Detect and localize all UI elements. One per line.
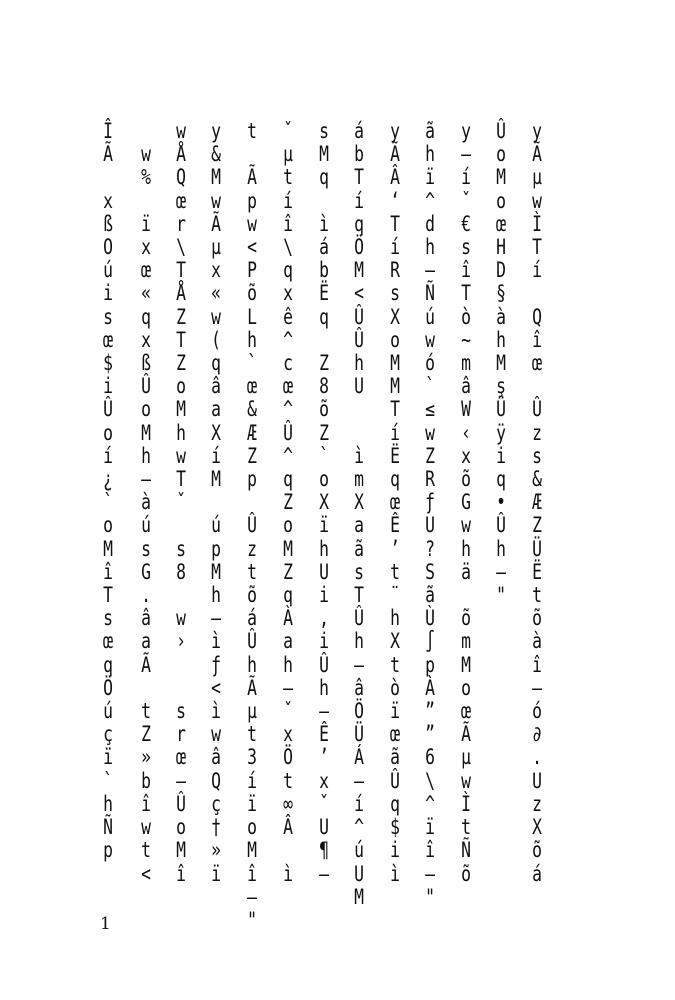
text-column-3: w Å Q œ r \ T Å Z T Z o M h w T ˇ s 8 w › s r œ – Û o M î — [176, 119, 186, 886]
text-column-11: y – í ˇ € s î T ò ~ m â W ‹ x õ G w h ä õ m M o œ Ã µ w Ì t Ñ õ — [461, 119, 471, 886]
text-column-1: Î Ã x ß O ú i s œ $ i Û o í ¿ ` o M î T s œ q Ö ú ç ï ` h Ñ p — [103, 119, 113, 863]
text-column-5: t Ã p w < P õ L h ` œ & Æ Z p Û z t õ á Û h Ã µ t 3 í ï o M î – " — [247, 119, 257, 932]
text-column-9: y Ã Â ‘ T í R s X o M M T í Ë q œ Ê ’ t ¨ h X t ò ï œ ã Û q $ i ì — [390, 119, 400, 886]
text-column-2: w % ï x œ « q x ß Û o M h – à ú s G . â a Ã t Z » b î w t < — [141, 142, 151, 886]
text-column-8: á b T í q Ö M < Û Û h U ì m X a ã s T Û h – â Ö Ü Á – í ^ ú U M — [354, 119, 364, 909]
text-column-4: y & M w Ã µ x « w ( q â a X í M ú p M h – ì ƒ < ì w â Q ç † » ï — [211, 119, 221, 886]
page-number: 1 — [100, 914, 111, 934]
text-column-7: s M q ì á b Ë q Z 8 õ Z ` o X ï h U i , i Û h – Ê ’ x ˇ U ¶ — — [319, 119, 329, 886]
text-column-6: ˇ µ t í î \ q x ê ^ c œ ^ Û ^ q Z o M Z q À a h – ˇ x Ö t ∞ Â ì — [283, 119, 293, 886]
text-column-13: y Ã µ w Ì T í Q î œ Û z s & Æ Z Ü Ë t õ à î – ó ∂ . U z X õ á — [532, 119, 542, 886]
text-column-10: ã h ï ^ d h – Ñ ú w ó ` ≤ w Z R ƒ U ? S ã Ù ∫ p À ” ” 6 \ ^ ï î – " — [425, 119, 435, 909]
text-column-12: Û o M o œ H D § à h M ş Ü ÿ i q • Û h – " — [496, 119, 506, 608]
